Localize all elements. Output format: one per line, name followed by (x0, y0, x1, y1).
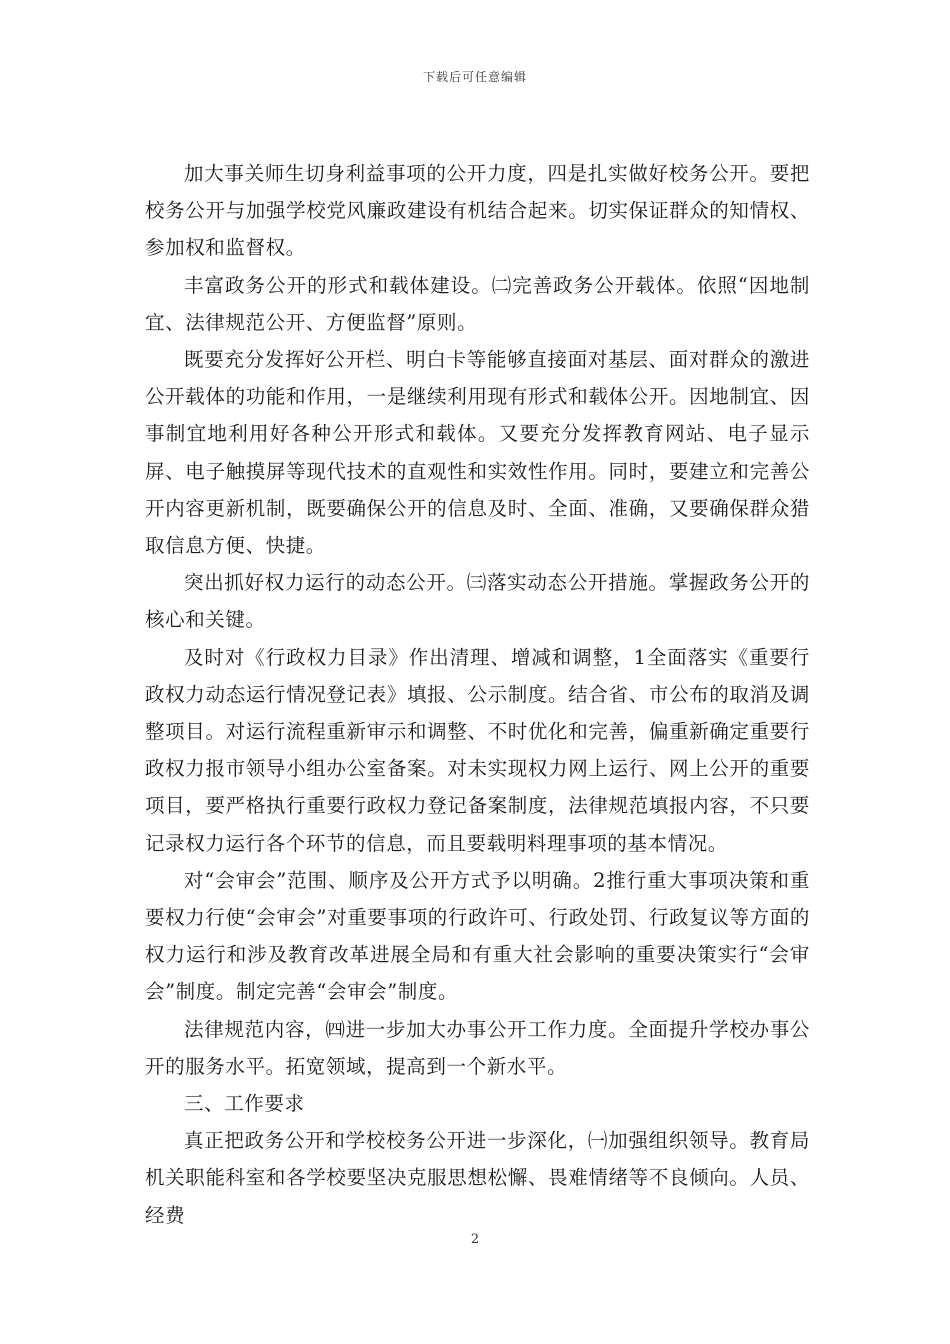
paragraph: 丰富政务公开的形式和载体建设。㈡完善政务公开载体。依照“因地制宜、法律规范公开、方便监督”原则。 (145, 273, 810, 334)
paragraph: 加大事关师生切身利益事项的公开力度，四是扎实做好校务公开。要把校务公开与加强学校党风廉政建设有机结合起来。切实保证群众的知情权、参加权和监督权。 (145, 162, 810, 260)
paragraph: 突出抓好权力运行的动态公开。㈢落实动态公开措施。掌握政务公开的核心和关键。 (145, 571, 810, 632)
paragraph: 及时对《行政权力目录》作出清理、增减和调整，1全面落实《重要行政权力动态运行情况登记表》填报、公示制度。结合省、市公布的取消及调整项目。对运行流程重新审示和调整、不时优化和完善，偏重新确定重要行政权力报市领导小组办公室备案。对未实现权力网上运行、网上公开的重要项目，要严格执行重要行政权力登记备案制度，法律规范填报内容，不只要记录权力运行各个环节的信息，而且要载明料理事项的基本情况。 (145, 645, 810, 855)
paragraph: 真正把政务公开和学校校务公开进一步深化，㈠加强组织领导。教育局机关职能科室和各学校要坚决克服思想松懈、畏难情绪等不良倾向。人员、经费 (145, 1129, 810, 1227)
paragraph: 对“会审会”范围、顺序及公开方式予以明确。2推行重大事项决策和重要权力行使“会审会”对重要事项的行政许可、行政处罚、行政复议等方面的权力运行和涉及教育改革进展全局和有重大社会影响的重要决策实行“会审会”制度。制定完善“会审会”制度。 (145, 868, 810, 1004)
paragraph: 既要充分发挥好公开栏、明白卡等能够直接面对基层、面对群众的激进公开载体的功能和作用，一是继续利用现有形式和载体公开。因地制宜、因事制宜地利用好各种公开形式和载体。又要充分发挥教育网站、电子显示屏、电子触摸屏等现代技术的直观性和实效性作用。同时，要建立和完善公开内容更新机制，既要确保公开的信息及时、全面、准确，又要确保群众猎取信息方便、快捷。 (145, 348, 810, 558)
paragraph: 法律规范内容，㈣进一步加大办事公开工作力度。全面提升学校办事公开的服务水平。拓宽领域，提高到一个新水平。 (145, 1017, 810, 1078)
section-heading: 三、工作要求 (184, 1092, 305, 1116)
page-number: 2 (470, 1232, 480, 1247)
body-text (145, 155, 810, 1234)
header-note: 下载后可任意编辑 (422, 70, 527, 84)
